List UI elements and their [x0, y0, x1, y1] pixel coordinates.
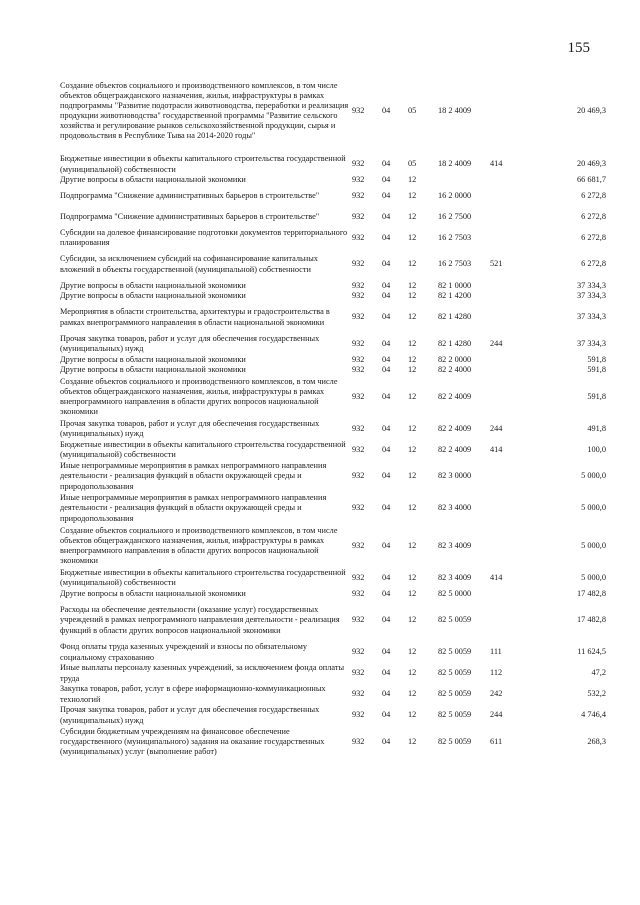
table-row [60, 684, 606, 705]
row-vr [490, 461, 526, 493]
row-ved: 932 [352, 736, 365, 746]
row-sum: 4 746,4 [581, 710, 606, 720]
row-vr: 244 [490, 710, 503, 720]
row-name: Другие вопросы в области национальной экономики [60, 280, 246, 290]
row-rz: 04 [382, 280, 391, 290]
row-vr [490, 281, 526, 292]
row-csr: 82 2 4009 [438, 444, 472, 454]
row-ved: 932 [352, 232, 365, 242]
row-csr: 82 5 0059 [438, 736, 472, 746]
row-vr [490, 493, 526, 525]
row-sum: 6 272,8 [581, 211, 606, 221]
row-ved: 932 [352, 159, 365, 169]
row-ved: 932 [352, 423, 365, 433]
row-pr: 12 [408, 668, 417, 678]
row-rz: 04 [382, 338, 391, 348]
row-sum: 11 624,5 [577, 647, 606, 657]
table-row [60, 355, 606, 366]
row-pr: 12 [408, 259, 417, 269]
row-name: Фонд оплаты труда казенных учреждений и взносы по обязательному социальному страхованию [60, 642, 307, 662]
row-name: Мероприятия в области строительства, архитектуры и градостроительства в рамках внепрограммного направления в области национальной экономики [60, 307, 330, 327]
row-sum: 591,8 [587, 354, 606, 364]
table-row [60, 68, 606, 154]
row-vr: 521 [490, 259, 503, 269]
table-row [60, 154, 606, 175]
row-sum: 6 272,8 [581, 259, 606, 269]
table-row [60, 249, 606, 281]
row-sum: 268,3 [587, 736, 606, 746]
row-csr: 82 5 0059 [438, 710, 472, 720]
row-name: Другие вопросы в области национальной экономики [60, 291, 246, 301]
row-csr: 82 3 0000 [438, 471, 472, 481]
row-ved: 932 [352, 291, 365, 301]
row-csr: 82 1 4280 [438, 338, 472, 348]
row-ved: 932 [352, 190, 365, 200]
row-csr: 82 2 4009 [438, 391, 472, 401]
row-pr: 12 [408, 736, 417, 746]
table-row [60, 291, 606, 302]
row-name: Создание объектов социального и производственного комплексов, в том числе объектов общегражданского назначения, жилья, инфраструктуры в рамках внепрограммного направления в области других вопросов национальной экономики [60, 376, 338, 417]
row-rz: 04 [382, 503, 391, 513]
row-csr: 82 5 0059 [438, 668, 472, 678]
table-row [60, 525, 606, 568]
row-rz: 04 [382, 175, 391, 185]
table-row [60, 726, 606, 758]
row-rz: 04 [382, 615, 391, 625]
row-pr: 12 [408, 232, 417, 242]
row-rz: 04 [382, 312, 391, 322]
row-vr [490, 376, 526, 419]
row-ved: 932 [352, 689, 365, 699]
row-pr: 12 [408, 354, 417, 364]
table-row [60, 186, 606, 207]
row-rz: 04 [382, 647, 391, 657]
row-vr: 242 [490, 689, 503, 699]
row-ved: 932 [352, 175, 365, 185]
row-pr: 12 [408, 615, 417, 625]
row-name: Расходы на обеспечение деятельности (оказание услуг) государственных учреждений в рамках непрограммного направления деятельности - реализация функций в области других вопросов национальной экономики [60, 605, 340, 635]
row-csr: 82 1 0000 [438, 280, 472, 290]
row-sum: 20 469,3 [576, 105, 606, 115]
row-pr: 12 [408, 211, 417, 221]
row-sum: 37 334,3 [576, 280, 606, 290]
row-name: Создание объектов социального и производственного комплексов, в том числе объектов общегражданского назначения, жилья, инфраструктуры в рамках подпрограммы "Развитие подотрасли животноводства, переработки и реализация продукции животноводства" государственной программы "Развитие сельского хозяйства и регулирование рынков сельскохозяйственной продукции, сырья и продовольствия в Республике Тыва на 2014-2020 годы" [60, 80, 349, 141]
row-name: Прочая закупка товаров, работ и услуг для обеспечения государственных (муниципальных) нужд [60, 418, 320, 438]
row-vr: 414 [490, 444, 503, 454]
row-vr [490, 525, 526, 568]
row-vr [490, 68, 526, 154]
row-sum: 6 272,8 [581, 190, 606, 200]
row-vr [490, 365, 526, 376]
row-ved: 932 [352, 588, 365, 598]
row-sum: 20 469,3 [576, 159, 606, 169]
row-rz: 04 [382, 736, 391, 746]
row-csr: 16 2 7503 [438, 232, 472, 242]
table-row [60, 568, 606, 589]
row-rz: 04 [382, 211, 391, 221]
row-rz: 04 [382, 540, 391, 550]
row-rz: 04 [382, 391, 391, 401]
row-csr: 82 3 4000 [438, 503, 472, 513]
budget-table [60, 68, 606, 758]
row-pr: 12 [408, 338, 417, 348]
row-rz: 04 [382, 365, 391, 375]
row-name: Иные непрограммные мероприятия в рамках непрограммного направления деятельности - реализация функций в области окружающей среды и природопользования [60, 493, 327, 523]
row-vr: 414 [490, 159, 503, 169]
table-row [60, 376, 606, 419]
row-vr [490, 228, 526, 249]
row-pr: 12 [408, 572, 417, 582]
row-pr: 05 [408, 159, 417, 169]
row-sum: 5 000,0 [581, 503, 606, 513]
row-csr: 18 2 4009 [438, 105, 472, 115]
row-vr: 414 [490, 572, 503, 582]
row-pr: 12 [408, 365, 417, 375]
row-csr: 82 2 4009 [438, 423, 472, 433]
row-vr [490, 589, 526, 600]
row-vr: 611 [490, 736, 503, 746]
table-row [60, 663, 606, 684]
row-name: Бюджетные инвестиции в объекты капитального строительства государственной (муниципальной) собственности [60, 439, 346, 459]
row-rz: 04 [382, 159, 391, 169]
row-vr [490, 302, 526, 334]
row-sum: 591,8 [587, 365, 606, 375]
row-ved: 932 [352, 615, 365, 625]
row-sum: 5 000,0 [581, 471, 606, 481]
row-sum: 17 482,8 [576, 615, 606, 625]
row-ved: 932 [352, 647, 365, 657]
row-sum: 591,8 [587, 391, 606, 401]
row-ved: 932 [352, 338, 365, 348]
row-name: Другие вопросы в области национальной экономики [60, 175, 246, 185]
row-ved: 932 [352, 710, 365, 720]
row-sum: 47,2 [591, 668, 606, 678]
page-number: 155 [567, 40, 590, 56]
table-row [60, 599, 606, 642]
row-vr: 111 [490, 647, 502, 657]
row-pr: 12 [408, 175, 417, 185]
row-pr: 12 [408, 423, 417, 433]
row-sum: 491,8 [587, 423, 606, 433]
row-sum: 66 681,7 [576, 175, 606, 185]
row-vr: 112 [490, 668, 503, 678]
row-rz: 04 [382, 232, 391, 242]
row-rz: 04 [382, 710, 391, 720]
row-pr: 12 [408, 391, 417, 401]
row-csr: 82 5 0059 [438, 647, 472, 657]
row-name: Иные непрограммные мероприятия в рамках непрограммного направления деятельности - реализация функций в области окружающей среды и природопользования [60, 461, 327, 491]
row-name: Субсидии на долевое финансирование подготовки документов территориального планирования [60, 227, 348, 247]
row-ved: 932 [352, 211, 365, 221]
row-rz: 04 [382, 259, 391, 269]
row-rz: 04 [382, 423, 391, 433]
row-rz: 04 [382, 291, 391, 301]
row-sum: 100,0 [587, 444, 606, 454]
row-csr: 82 2 0000 [438, 354, 472, 364]
row-sum: 37 334,3 [576, 338, 606, 348]
row-name: Другие вопросы в области национальной экономики [60, 365, 246, 375]
table-row [60, 419, 606, 440]
row-csr: 82 1 4280 [438, 312, 472, 322]
row-name: Субсидии бюджетным учреждениям на финансовое обеспечение государственного (муниципального) задания на оказание государственных (муниципальных) услуг (выполнение работ) [60, 726, 325, 757]
row-ved: 932 [352, 312, 365, 322]
row-pr: 12 [408, 647, 417, 657]
row-vr [490, 175, 526, 186]
row-csr: 18 2 4009 [438, 159, 472, 169]
row-name: Прочая закупка товаров, работ и услуг для обеспечения государственных (муниципальных) нужд [60, 333, 320, 353]
row-pr: 12 [408, 190, 417, 200]
row-ved: 932 [352, 444, 365, 454]
budget-table-body [60, 68, 606, 758]
row-ved: 932 [352, 105, 365, 115]
row-csr: 16 2 7500 [438, 211, 472, 221]
row-pr: 12 [408, 291, 417, 301]
row-csr: 82 5 0000 [438, 588, 472, 598]
table-row [60, 207, 606, 228]
row-pr: 12 [408, 710, 417, 720]
table-row [60, 334, 606, 355]
row-sum: 37 334,3 [576, 291, 606, 301]
row-vr [490, 207, 526, 228]
table-row [60, 589, 606, 600]
row-sum: 532,2 [587, 689, 606, 699]
row-ved: 932 [352, 471, 365, 481]
row-pr: 12 [408, 280, 417, 290]
row-ved: 932 [352, 280, 365, 290]
row-pr: 12 [408, 503, 417, 513]
row-vr [490, 291, 526, 302]
table-row [60, 440, 606, 461]
row-csr: 82 3 4009 [438, 572, 472, 582]
row-rz: 04 [382, 444, 391, 454]
row-pr: 12 [408, 471, 417, 481]
row-name: Бюджетные инвестиции в объекты капитального строительства государственной (муниципальной) собственности [60, 567, 346, 587]
row-name: Другие вопросы в области национальной экономики [60, 354, 246, 364]
row-csr: 16 2 0000 [438, 190, 472, 200]
table-row [60, 175, 606, 186]
row-rz: 04 [382, 471, 391, 481]
row-name: Подпрограмма "Снижение административных барьеров в строительстве" [60, 211, 320, 221]
row-rz: 04 [382, 105, 391, 115]
row-csr: 82 1 4200 [438, 291, 472, 301]
table-row [60, 461, 606, 493]
table-row [60, 493, 606, 525]
row-rz: 04 [382, 354, 391, 364]
row-rz: 04 [382, 588, 391, 598]
row-vr: 244 [490, 338, 503, 348]
row-ved: 932 [352, 354, 365, 364]
table-row [60, 302, 606, 334]
row-rz: 04 [382, 689, 391, 699]
table-row [60, 228, 606, 249]
row-ved: 932 [352, 391, 365, 401]
row-csr: 82 2 4000 [438, 365, 472, 375]
row-vr [490, 599, 526, 642]
row-ved: 932 [352, 540, 365, 550]
row-csr: 16 2 7503 [438, 259, 472, 269]
row-vr [490, 186, 526, 207]
row-pr: 12 [408, 444, 417, 454]
row-csr [438, 175, 490, 186]
table-row [60, 642, 606, 663]
row-pr: 05 [408, 105, 417, 115]
row-name: Закупка товаров, работ, услуг в сфере информационно-коммуникационных технологий [60, 684, 326, 704]
row-ved: 932 [352, 365, 365, 375]
row-ved: 932 [352, 259, 365, 269]
row-rz: 04 [382, 572, 391, 582]
row-pr: 12 [408, 689, 417, 699]
table-row [60, 705, 606, 726]
table-row [60, 365, 606, 376]
row-csr: 82 5 0059 [438, 615, 472, 625]
row-name: Иные выплаты персоналу казенных учреждений, за исключением фонда оплаты труда [60, 663, 345, 683]
row-ved: 932 [352, 503, 365, 513]
row-rz: 04 [382, 190, 391, 200]
row-name: Субсидии, за исключением субсидий на софинансирование капитальных вложений в объекты государственной (муниципальной) собственности [60, 254, 318, 274]
row-sum: 6 272,8 [581, 232, 606, 242]
row-sum: 37 334,3 [576, 312, 606, 322]
row-vr: 244 [490, 423, 503, 433]
row-sum: 17 482,8 [576, 588, 606, 598]
row-vr [490, 355, 526, 366]
row-name: Создание объектов социального и производственного комплексов, в том числе объектов общегражданского назначения, жилья, инфраструктуры в рамках внепрограммного направления в области других вопросов национальной экономики [60, 525, 338, 566]
row-pr: 12 [408, 312, 417, 322]
table-row [60, 281, 606, 292]
row-ved: 932 [352, 572, 365, 582]
row-name: Бюджетные инвестиции в объекты капитального строительства государственной (муниципальной) собственности [60, 154, 346, 174]
row-pr: 12 [408, 588, 417, 598]
row-sum: 5 000,0 [581, 540, 606, 550]
row-csr: 82 3 4009 [438, 540, 472, 550]
row-name: Другие вопросы в области национальной экономики [60, 588, 246, 598]
row-sum: 5 000,0 [581, 572, 606, 582]
row-ved: 932 [352, 668, 365, 678]
row-name: Подпрограмма "Снижение административных барьеров в строительстве" [60, 190, 320, 200]
row-pr: 12 [408, 540, 417, 550]
row-name: Прочая закупка товаров, работ и услуг для обеспечения государственных (муниципальных) нужд [60, 705, 320, 725]
row-rz: 04 [382, 668, 391, 678]
row-csr: 82 5 0059 [438, 689, 472, 699]
